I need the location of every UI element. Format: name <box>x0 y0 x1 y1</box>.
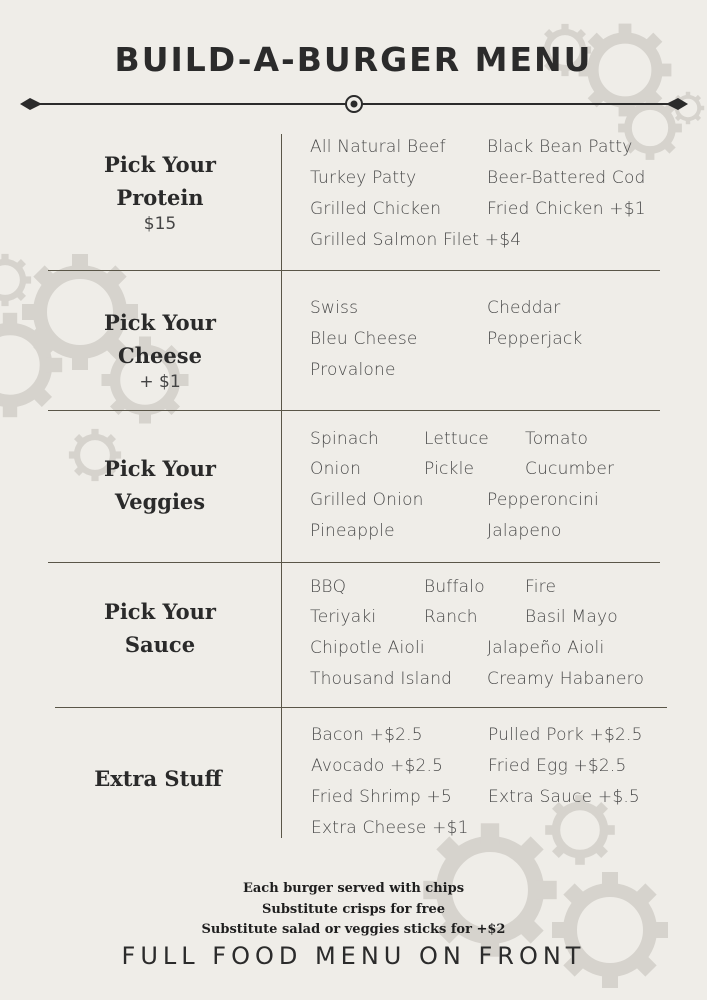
row-divider <box>48 270 660 271</box>
menu-item: Grilled Onion <box>310 490 424 510</box>
menu-item: Thousand Island <box>310 669 453 689</box>
menu-item: BBQ <box>310 577 347 597</box>
menu-item: Black Bean Patty <box>487 137 633 157</box>
footer-note-crisps: Substitute crisps for free <box>261 902 446 917</box>
footer-note-salad: Substitute salad or veggies sticks for +$2 <box>201 922 506 937</box>
sauce-label: Pick Your Sauce <box>104 599 216 657</box>
protein-price: $15 <box>143 214 177 234</box>
menu-item: Cucumber <box>525 459 615 479</box>
menu-item: Pickle <box>424 459 475 479</box>
menu-item: Bleu Cheese <box>310 329 418 349</box>
veggies-label: Pick Your Veggies <box>104 456 216 514</box>
menu-item: Spinach <box>310 429 380 449</box>
menu-item: Jalapeño Aioli <box>487 638 605 658</box>
menu-item: Provalone <box>310 360 396 380</box>
menu-item: Lettuce <box>424 429 489 449</box>
menu-item: All Natural Beef <box>310 137 446 157</box>
menu-item: Grilled Salmon Filet +$4 <box>310 230 522 250</box>
protein-label: Pick Your Protein $15 <box>50 148 270 234</box>
menu-item: Fried Egg +$2.5 <box>488 756 627 776</box>
menu-item: Pulled Pork +$2.5 <box>488 725 643 745</box>
menu-item: Fried Chicken +$1 <box>487 199 646 219</box>
row-divider <box>48 410 660 411</box>
menu-item: Fire <box>525 577 557 597</box>
menu-item: Cheddar <box>487 298 561 318</box>
menu-item: Pineapple <box>310 521 395 541</box>
extra-label: Extra Stuff <box>94 766 222 791</box>
menu-item: Turkey Patty <box>310 168 417 188</box>
menu-item: Ranch <box>424 607 478 627</box>
menu-item: Basil Mayo <box>525 607 618 627</box>
menu-item: Chipotle Aioli <box>310 638 425 658</box>
menu-item: Creamy Habanero <box>487 669 645 689</box>
menu-item: Pepperjack <box>487 329 583 349</box>
menu-item: Buffalo <box>424 577 485 597</box>
row-divider <box>55 707 667 708</box>
menu-item: Avocado +$2.5 <box>311 756 444 776</box>
menu-item: Beer-Battered Cod <box>487 168 646 188</box>
menu-item: Teriyaki <box>310 607 377 627</box>
cheese-price: + $1 <box>139 372 181 392</box>
menu-item: Fried Shrimp +5 <box>311 787 453 807</box>
column-divider <box>281 134 282 838</box>
footer-note-chips: Each burger served with chips <box>242 881 465 896</box>
title-divider <box>18 92 690 116</box>
menu-item: Pepperoncini <box>487 490 599 510</box>
menu-item: Extra Cheese +$1 <box>311 818 469 838</box>
menu-title: BUILD-A-BURGER MENU <box>114 40 593 79</box>
footer-tagline: FULL FOOD MENU ON FRONT <box>121 942 586 970</box>
menu-item: Tomato <box>525 429 589 449</box>
menu-item: Swiss <box>310 298 359 318</box>
menu-item: Extra Sauce +$.5 <box>488 787 640 807</box>
row-divider <box>48 562 660 563</box>
menu-item: Bacon +$2.5 <box>311 725 423 745</box>
menu-item: Onion <box>310 459 362 479</box>
menu-item: Grilled Chicken <box>310 199 442 219</box>
cheese-label: Pick Your Cheese + $1 <box>50 306 270 392</box>
menu-item: Jalapeno <box>487 521 562 541</box>
